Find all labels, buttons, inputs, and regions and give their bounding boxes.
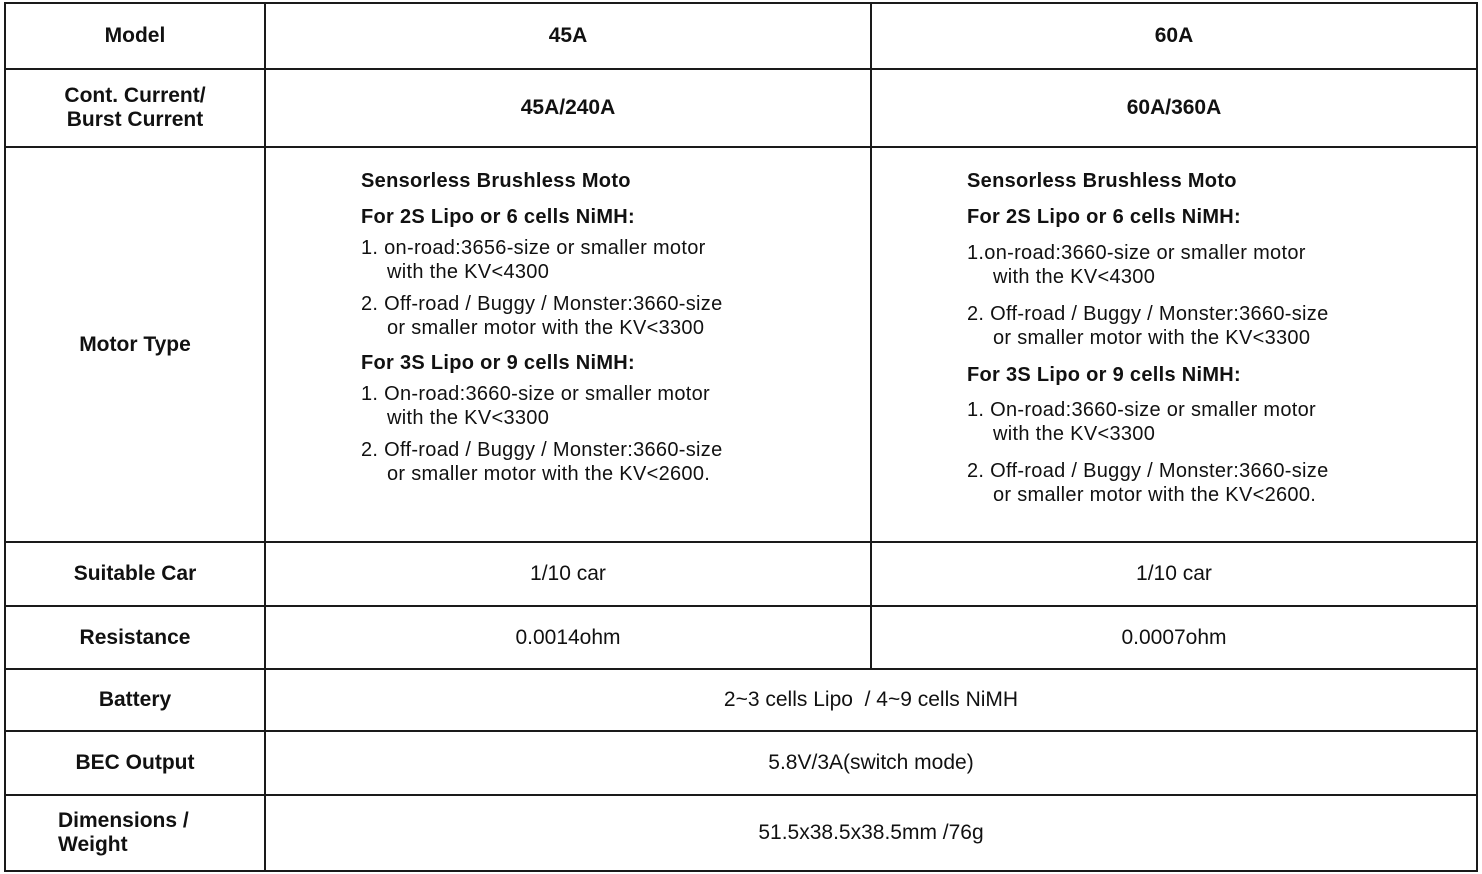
- motor-60a-g1-heading: For 2S Lipo or 6 cells NiMH:: [967, 206, 1241, 228]
- row-dimensions: [5, 795, 1477, 871]
- resistance-60a: 0.0007ohm: [871, 606, 1477, 669]
- label-current-line1: Cont. Current/: [64, 84, 206, 107]
- motor-60a-g1-item1: [967, 241, 1476, 289]
- motor-45a-g1-item2-l2: or smaller motor with the KV<3300: [387, 317, 705, 339]
- row-current: [5, 69, 1477, 147]
- motor-60a-g2-item1-l1: 1. On-road:3660-size or smaller motor: [967, 399, 1317, 421]
- motor-45a-g2-item2-l2: or smaller motor with the KV<2600.: [387, 463, 711, 485]
- motor-45a-g2-item1-l1: 1. On-road:3660-size or smaller motor: [361, 383, 711, 405]
- motor-45a-g1-item1-l1: 1. on-road:3656-size or smaller motor: [361, 237, 706, 259]
- row-resistance: [5, 606, 1477, 669]
- motor-45a-g1-item1-l2: with the KV<4300: [387, 261, 550, 283]
- row-model: [5, 3, 1477, 69]
- motor-60a-g2-item1-l2: with the KV<3300: [993, 423, 1156, 445]
- row-motor: [5, 147, 1477, 542]
- motor-45a-title: Sensorless Brushless Moto: [361, 170, 631, 192]
- motor-60a-g1-item2: [967, 302, 1476, 350]
- label-current: [5, 69, 265, 147]
- col-header-60a: 60A: [871, 3, 1477, 69]
- motor-60a-g2-heading: For 3S Lipo or 9 cells NiMH:: [967, 364, 1241, 386]
- motor-60a: [871, 147, 1477, 542]
- label-dimensions: [5, 795, 265, 871]
- motor-60a-g1-item2-l1: 2. Off-road / Buggy / Monster:3660-size: [967, 303, 1329, 325]
- motor-45a-g2-item2-l1: 2. Off-road / Buggy / Monster:3660-size: [361, 439, 723, 461]
- motor-45a-g1-item2-l1: 2. Off-road / Buggy / Monster:3660-size: [361, 293, 723, 315]
- motor-45a-g1-item1: [361, 236, 870, 284]
- motor-45a-g1-heading: For 2S Lipo or 6 cells NiMH:: [361, 206, 635, 228]
- motor-60a-g2-item1: [967, 398, 1476, 446]
- label-resistance: Resistance: [5, 606, 265, 669]
- label-motor: Motor Type: [5, 147, 265, 542]
- car-60a: 1/10 car: [871, 542, 1477, 606]
- col-header-45a: 45A: [265, 3, 871, 69]
- label-dimensions-line1: Dimensions /: [58, 809, 189, 832]
- resistance-45a: 0.0014ohm: [265, 606, 871, 669]
- motor-60a-title: Sensorless Brushless Moto: [967, 170, 1237, 192]
- motor-45a: [265, 147, 871, 542]
- row-battery: [5, 669, 1477, 731]
- bec-value: 5.8V/3A(switch mode): [265, 731, 1477, 795]
- motor-60a-g1-item2-l2: or smaller motor with the KV<3300: [993, 327, 1311, 349]
- motor-45a-g1-item2: [361, 292, 870, 340]
- motor-45a-g2-heading: For 3S Lipo or 9 cells NiMH:: [361, 352, 635, 374]
- label-battery: Battery: [5, 669, 265, 731]
- label-bec: BEC Output: [5, 731, 265, 795]
- label-car: Suitable Car: [5, 542, 265, 606]
- label-dimensions-line2: Weight: [58, 833, 128, 856]
- motor-45a-g2-item1: [361, 382, 870, 430]
- current-45a: 45A/240A: [265, 69, 871, 147]
- motor-60a-g1-item1-l1: 1.on-road:3660-size or smaller motor: [967, 242, 1306, 264]
- motor-60a-g2-item2: [967, 459, 1476, 507]
- row-bec: [5, 731, 1477, 795]
- motor-60a-g1-item1-l2: with the KV<4300: [993, 266, 1156, 288]
- motor-45a-g2-item1-l2: with the KV<3300: [387, 407, 550, 429]
- current-60a: 60A/360A: [871, 69, 1477, 147]
- row-car: [5, 542, 1477, 606]
- spec-table: [4, 2, 1478, 872]
- motor-45a-g2-item2: [361, 438, 870, 486]
- battery-value: 2~3 cells Lipo / 4~9 cells NiMH: [265, 669, 1477, 731]
- motor-60a-g2-item2-l2: or smaller motor with the KV<2600.: [993, 484, 1317, 506]
- car-45a: 1/10 car: [265, 542, 871, 606]
- dimensions-value: 51.5x38.5x38.5mm /76g: [265, 795, 1477, 871]
- label-model: Model: [5, 3, 265, 69]
- label-current-line2: Burst Current: [66, 108, 204, 131]
- motor-60a-g2-item2-l1: 2. Off-road / Buggy / Monster:3660-size: [967, 460, 1329, 482]
